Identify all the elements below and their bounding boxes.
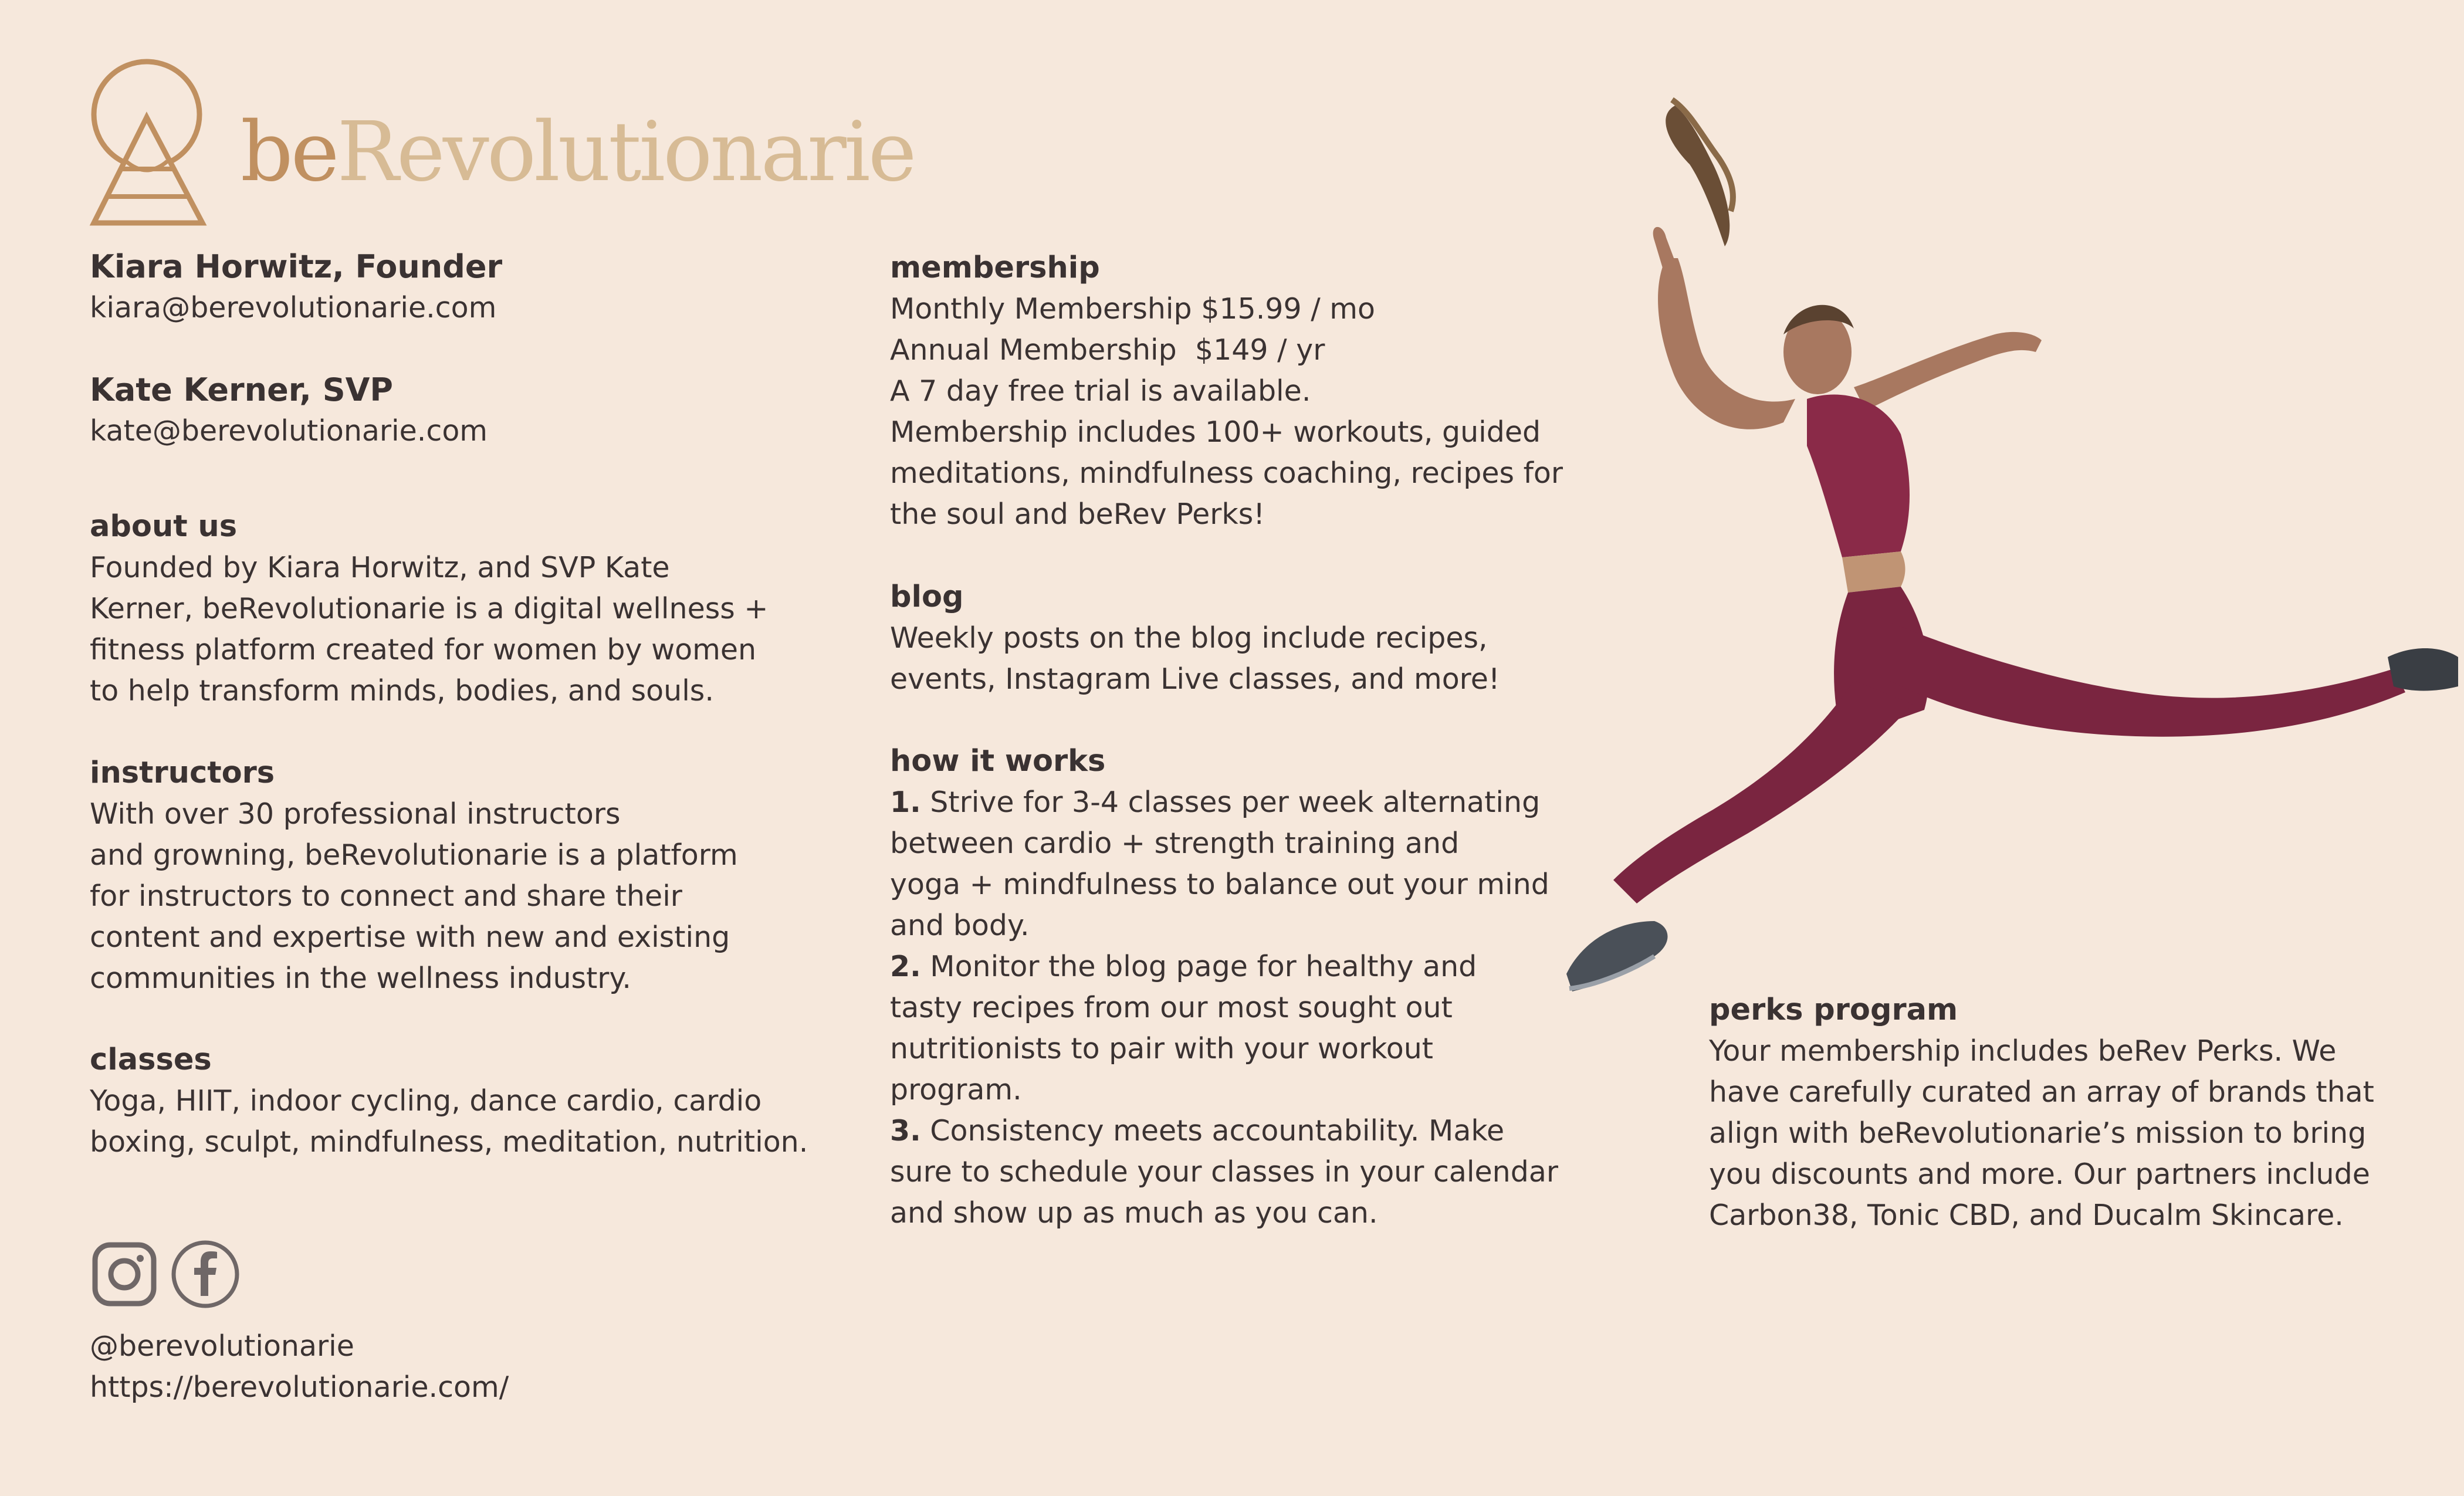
step-line: yoga + mindfulness to balance out your mind: [890, 868, 1549, 901]
membership-line: A 7 day free trial is available.: [890, 374, 1311, 408]
perks-line: align with beRevolutionarie’s mission to bring: [1709, 1116, 2367, 1150]
blog-line: events, Instagram Live classes, and more!: [890, 662, 1500, 696]
perks-text: [1709, 1031, 2374, 1236]
instructors-line: for instructors to connect and share their: [90, 879, 682, 913]
website-link[interactable]: https://berevolutionarie.com/: [90, 1370, 509, 1404]
contact-founder: [90, 246, 502, 329]
about-section: [90, 506, 768, 712]
step-line: [890, 782, 1558, 823]
classes-text: [90, 1081, 808, 1163]
instructors-heading: instructors: [90, 756, 275, 790]
membership-line: meditations, mindfulness coaching, recipes for: [890, 456, 1563, 490]
instructors-line: With over 30 professional instructors: [90, 797, 621, 831]
about-line: to help transform minds, bodies, and souls.: [90, 674, 714, 708]
perks-line: have carefully curated an array of brands that: [1709, 1075, 2374, 1109]
instructors-line: communities in the wellness industry.: [90, 962, 632, 995]
step-line: and show up as much as you can.: [890, 1196, 1378, 1230]
contact-svp: [90, 370, 488, 452]
classes-heading: classes: [90, 1043, 212, 1077]
footer: [90, 1326, 509, 1408]
instructors-text: [90, 794, 738, 999]
logo-mark: [88, 59, 208, 226]
perks-line: Your membership includes beRev Perks. We: [1709, 1034, 2337, 1068]
brand-wordmark: [241, 104, 915, 200]
perks-line: you discounts and more. Our partners include: [1709, 1157, 2370, 1191]
instructors-line: and growning, beRevolutionarie is a platform: [90, 838, 738, 872]
step-text: Monitor the blog page for healthy and: [920, 950, 1477, 983]
step-line: [890, 1111, 1558, 1152]
step-line: program.: [890, 1073, 1022, 1106]
step-text: Consistency meets accountability. Make: [920, 1114, 1505, 1148]
step-text: Strive for 3-4 classes per week alternating: [920, 786, 1541, 819]
how-it-works-heading: how it works: [890, 744, 1106, 779]
contact-email[interactable]: kiara@berevolutionarie.com: [90, 291, 497, 324]
membership-line: Membership includes 100+ workouts, guided: [890, 415, 1541, 449]
step-number: 1.: [890, 786, 921, 819]
about-line: Founded by Kiara Horwitz, and SVP Kate: [90, 551, 670, 584]
blog-line: Weekly posts on the blog include recipes,: [890, 621, 1488, 655]
classes-section: [90, 1040, 808, 1163]
perks-heading: perks program: [1709, 993, 1958, 1027]
blog-section: [890, 577, 1500, 700]
about-text: [90, 547, 768, 712]
instructors-section: [90, 753, 738, 999]
step-line: tasty recipes from our most sought out: [890, 991, 1453, 1024]
brand-suffix: Revolutionarie: [337, 104, 915, 200]
step-line: and body.: [890, 909, 1030, 942]
facebook-icon[interactable]: [171, 1240, 240, 1309]
classes-line: boxing, sculpt, mindfulness, meditation, nutrition.: [90, 1125, 808, 1159]
contact-email[interactable]: kate@berevolutionarie.com: [90, 414, 488, 448]
about-heading: about us: [90, 509, 238, 544]
about-line: fitness platform created for women by women: [90, 633, 757, 666]
classes-line: Yoga, HIIT, indoor cycling, dance cardio, cardio: [90, 1084, 762, 1118]
instagram-icon[interactable]: [90, 1240, 159, 1309]
contact-name: Kate Kerner, SVP: [90, 371, 394, 408]
social-icons: [90, 1240, 240, 1309]
membership-section: [890, 248, 1563, 535]
about-line: Kerner, beRevolutionarie is a digital wellness +: [90, 592, 769, 625]
membership-heading: membership: [890, 251, 1100, 285]
athlete-photo: [1478, 94, 2464, 1056]
blog-text: [890, 618, 1500, 700]
step-number: 2.: [890, 950, 921, 983]
step-line: between cardio + strength training and: [890, 827, 1460, 860]
step-line: nutritionists to pair with your workout: [890, 1032, 1433, 1065]
contact-name: Kiara Horwitz, Founder: [90, 248, 503, 285]
instructors-line: content and expertise with new and existing: [90, 920, 730, 954]
how-it-works-section: [890, 741, 1558, 1234]
how-it-works-steps: [890, 782, 1558, 1234]
blog-heading: blog: [890, 580, 964, 614]
membership-line: Annual Membership $149 / yr: [890, 333, 1325, 367]
step-line: [890, 946, 1558, 987]
membership-text: [890, 289, 1563, 535]
brand-prefix: be: [241, 104, 337, 200]
perks-section: [1709, 990, 2374, 1236]
step-line: sure to schedule your classes in your calendar: [890, 1155, 1559, 1189]
social-handle[interactable]: @berevolutionarie: [90, 1329, 354, 1363]
step-number: 3.: [890, 1114, 921, 1148]
membership-line: the soul and beRev Perks!: [890, 497, 1265, 531]
membership-line: Monthly Membership $15.99 / mo: [890, 292, 1376, 326]
perks-line: Carbon38, Tonic CBD, and Ducalm Skincare.: [1709, 1199, 2344, 1232]
